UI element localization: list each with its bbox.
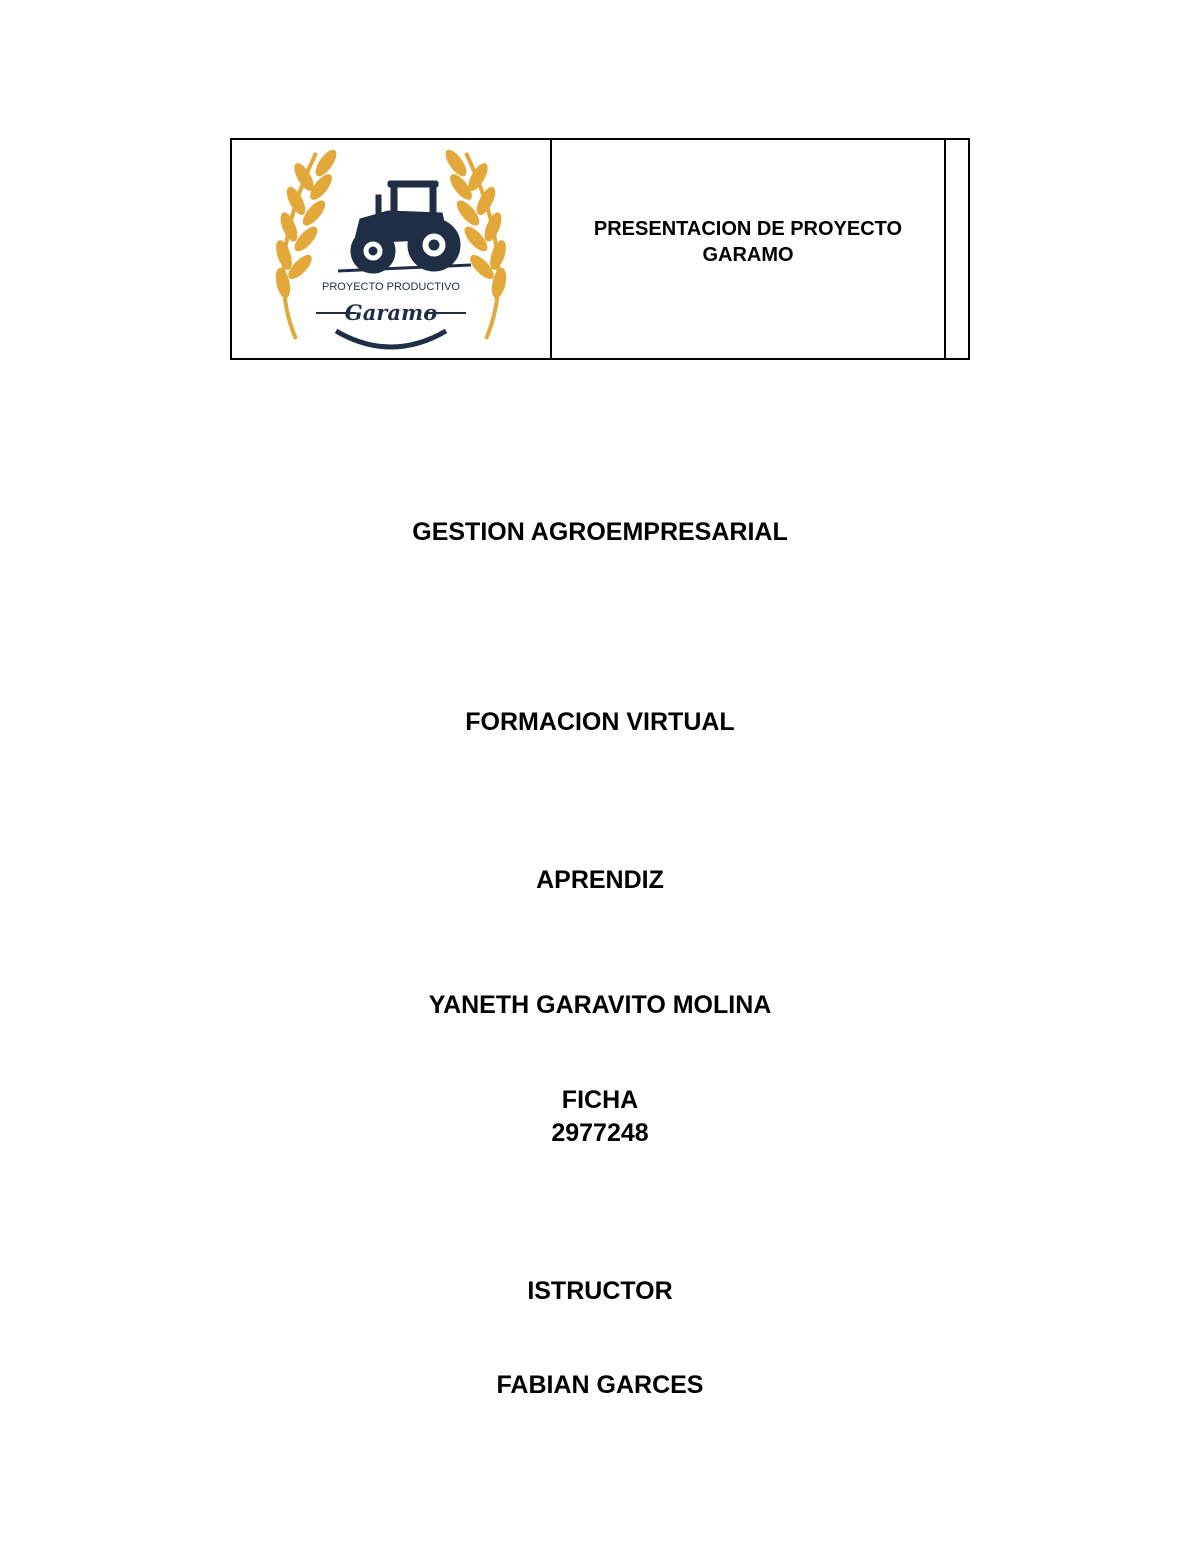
ficha-label: FICHA bbox=[561, 1086, 639, 1114]
apprentice-label: APRENDIZ bbox=[536, 866, 664, 894]
document-title: PRESENTACION DE PROYECTO GARAMO bbox=[593, 218, 903, 266]
program-name: GESTION AGROEMPRESARIAL bbox=[412, 518, 788, 546]
wheat-left-icon bbox=[274, 147, 340, 339]
header-table bbox=[230, 138, 970, 360]
garamo-logo bbox=[256, 143, 526, 355]
logo-arc bbox=[336, 331, 446, 347]
logo-cell bbox=[232, 140, 552, 358]
apprentice-name: YANETH GARAVITO MOLINA bbox=[428, 991, 772, 1019]
tractor-icon bbox=[338, 181, 471, 273]
ficha-number: 2977248 bbox=[551, 1119, 649, 1147]
logo-brand-text: Garamo bbox=[344, 300, 438, 325]
title-cell bbox=[552, 140, 946, 358]
logo-top-text: PROYECTO PRODUCTIVO bbox=[322, 281, 460, 293]
modality: FORMACION VIRTUAL bbox=[465, 708, 735, 736]
empty-cell bbox=[946, 140, 968, 358]
instructor-label: ISTRUCTOR bbox=[527, 1277, 673, 1305]
instructor-name: FABIAN GARCES bbox=[496, 1371, 704, 1399]
